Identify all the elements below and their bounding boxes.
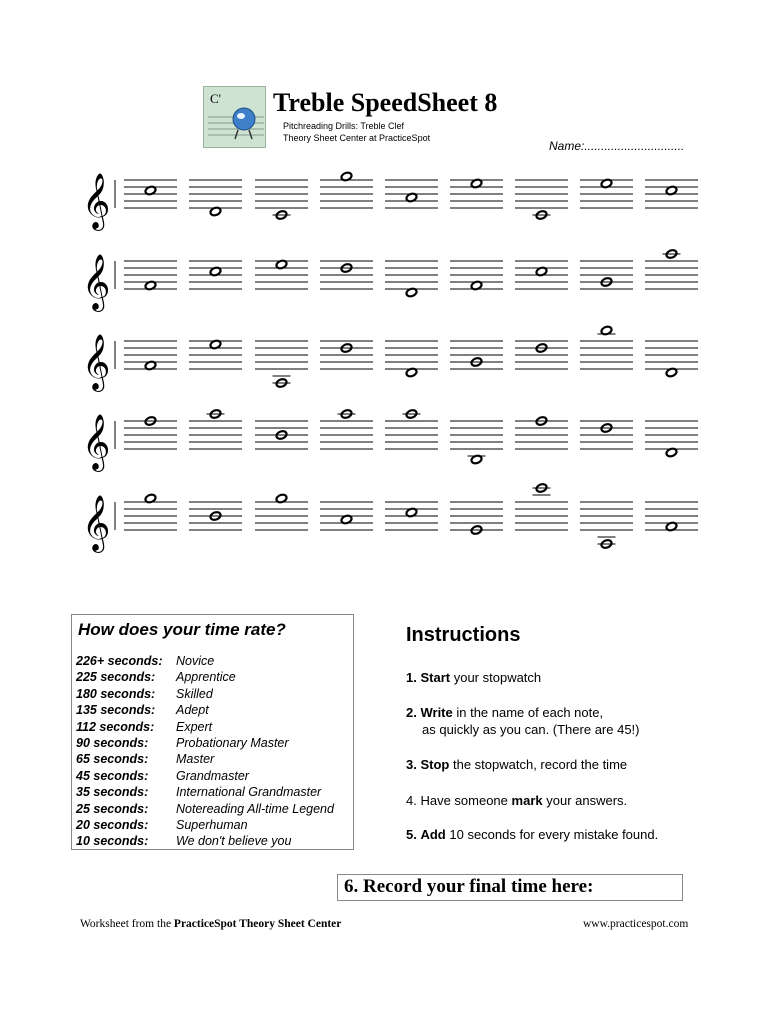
record-time-field[interactable]: 6. Record your final time here: <box>337 874 683 901</box>
rating-row <box>76 785 349 801</box>
rating-row <box>76 670 349 686</box>
step-2-text: in the name of each note, <box>456 705 604 720</box>
footer-url[interactable]: www.practicespot.com <box>583 918 689 930</box>
treble-clef-icon: 𝄞 <box>82 414 111 470</box>
treble-clef-icon: 𝄞 <box>82 173 111 229</box>
time-rating-box <box>71 614 354 850</box>
name-field[interactable]: Name:.............................. <box>549 139 685 153</box>
rating-level: Master <box>176 752 215 767</box>
rating-seconds: 135 seconds: <box>76 703 156 718</box>
step-5-text: 10 seconds for every mistake found. <box>449 827 659 842</box>
rating-seconds: 35 seconds: <box>76 785 149 800</box>
step-3-number: 3. <box>406 757 417 772</box>
rating-level: Notereading All-time Legend <box>176 801 334 816</box>
rating-level: Apprentice <box>176 670 236 685</box>
step-1-number: 1. <box>406 670 417 685</box>
instruction-step-5 <box>406 827 658 842</box>
step-5-number: 5. <box>406 827 417 842</box>
rating-seconds: 10 seconds: <box>76 834 149 849</box>
rating-level: Grandmaster <box>176 768 249 783</box>
rating-seconds: 65 seconds: <box>76 752 149 767</box>
rating-level: Expert <box>176 719 213 734</box>
rating-level: Skilled <box>176 686 213 701</box>
rating-list <box>76 654 349 851</box>
step-4-text: your answers. <box>546 793 628 808</box>
instruction-step-1 <box>406 670 541 685</box>
footer-credit <box>80 918 341 930</box>
rating-seconds: 20 seconds: <box>76 817 149 832</box>
instruction-step-4 <box>406 793 627 808</box>
rating-level: Superhuman <box>176 817 248 832</box>
page-title: Treble SpeedSheet 8 <box>273 88 498 117</box>
rating-seconds: 25 seconds: <box>76 801 149 816</box>
step-5-keyword: Add <box>420 827 446 842</box>
rating-seconds: 112 seconds: <box>76 719 155 734</box>
instruction-step-2-line2: as quickly as you can. (There are 45!) <box>422 722 640 737</box>
rating-row <box>76 752 349 768</box>
treble-clef-icon: 𝄞 <box>82 254 111 310</box>
step-4-prefix: 4. Have someone <box>406 793 508 808</box>
footer-credit-source: PracticeSpot Theory Sheet Center <box>173 918 342 930</box>
rating-row <box>76 818 349 834</box>
rating-seconds: 180 seconds: <box>76 686 156 701</box>
rating-level: Novice <box>176 654 215 668</box>
rating-level: Probationary Master <box>176 735 289 750</box>
treble-clef-icon: 𝄞 <box>82 334 111 390</box>
rating-row <box>76 736 349 752</box>
step-1-text: your stopwatch <box>453 670 542 685</box>
step-1-keyword: Start <box>420 670 451 685</box>
rating-row <box>76 834 349 850</box>
step-3-text: the stopwatch, record the time <box>452 757 628 772</box>
step-3-keyword: Stop <box>420 757 450 772</box>
step-2-number: 2. <box>406 705 417 720</box>
page-source: Theory Sheet Center at PracticeSpot <box>283 133 431 143</box>
instruction-step-3 <box>406 757 627 772</box>
rating-row <box>76 654 349 670</box>
step-2-keyword: Write <box>420 705 453 720</box>
rating-level: We don't believe you <box>176 834 292 849</box>
instruction-step-2 <box>406 705 603 720</box>
rating-seconds: 225 seconds: <box>76 670 156 685</box>
rating-level: Adept <box>176 703 209 718</box>
treble-clef-icon: 𝄞 <box>82 495 111 551</box>
rating-title: How does your time rate? <box>78 620 286 639</box>
rating-seconds: 90 seconds: <box>76 735 149 750</box>
logo-label: C' <box>210 91 222 106</box>
rating-row <box>76 687 349 703</box>
footer-credit-prefix: Worksheet from the <box>80 918 174 930</box>
page-subtitle: Pitchreading Drills: Treble Clef <box>283 121 405 131</box>
rating-row <box>76 802 349 818</box>
step-4-keyword: mark <box>511 793 543 808</box>
instructions-title: Instructions <box>406 624 521 646</box>
rating-row <box>76 769 349 785</box>
rating-row <box>76 720 349 736</box>
rating-seconds: 45 seconds: <box>76 768 149 783</box>
rating-level: International Grandmaster <box>176 785 322 800</box>
rating-seconds: 226+ seconds: <box>76 654 163 668</box>
rating-row <box>76 703 349 719</box>
